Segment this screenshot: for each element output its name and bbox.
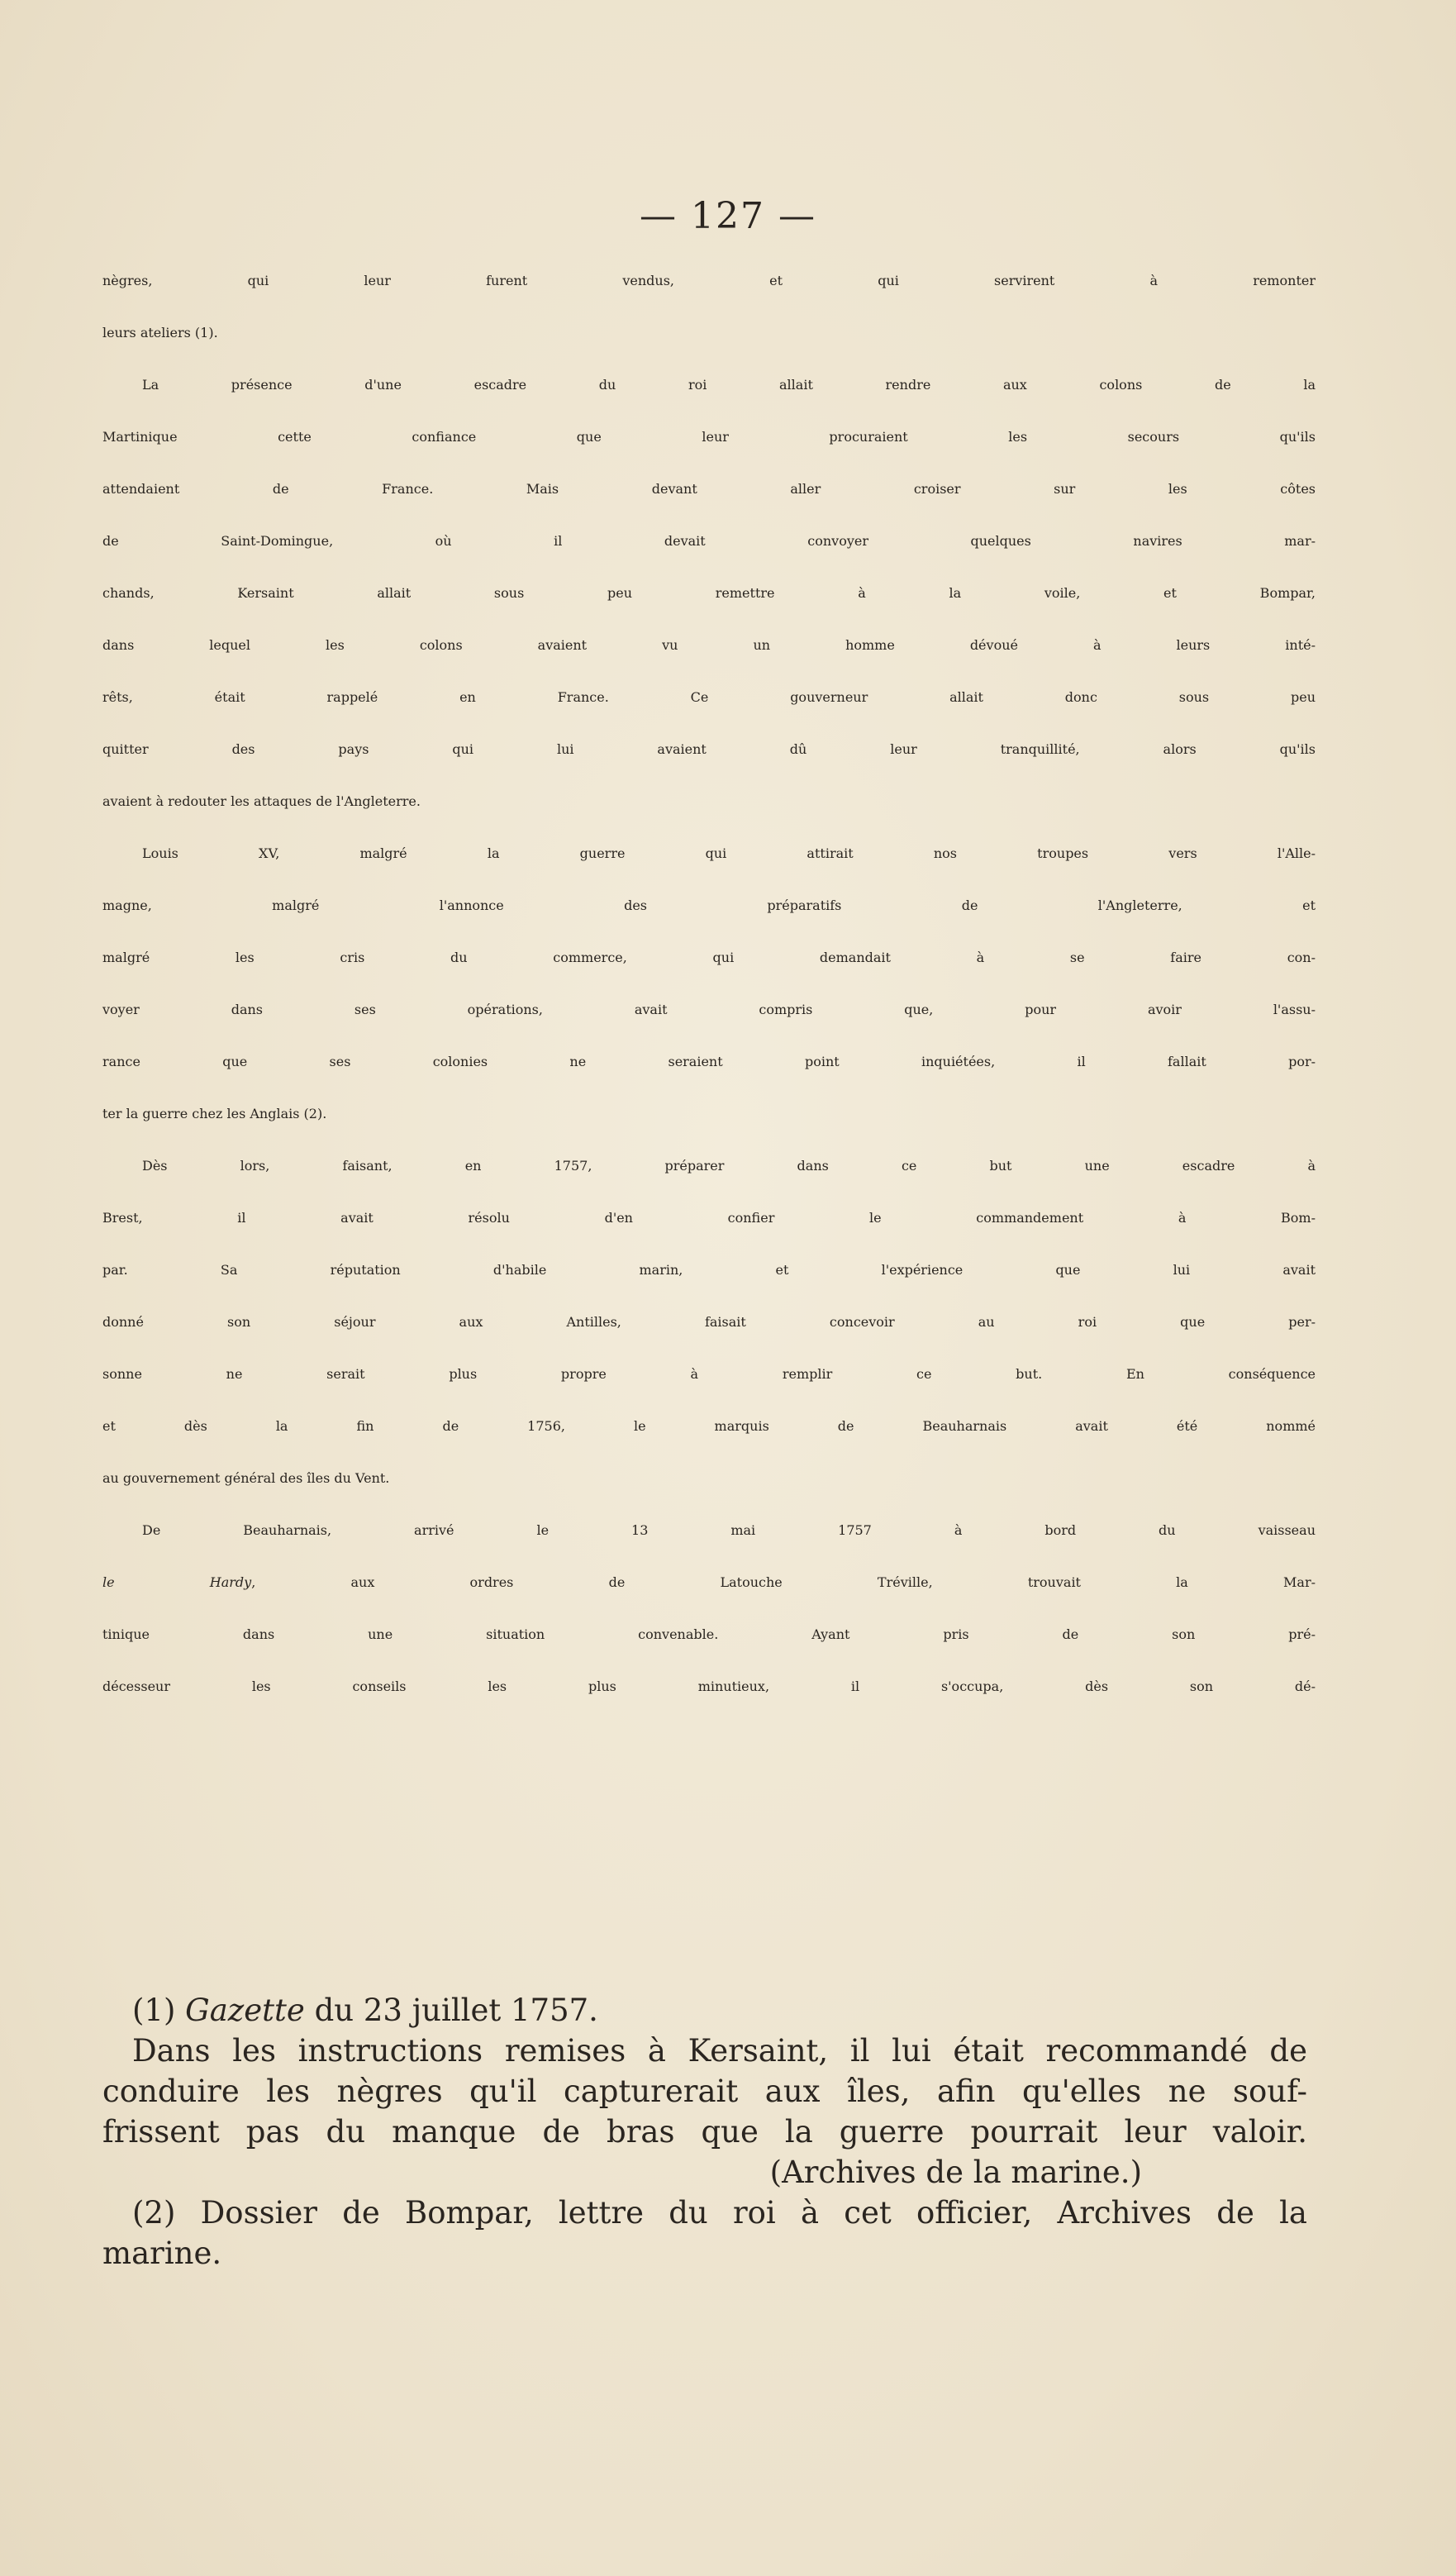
text-line: leurs ateliers (1). bbox=[102, 325, 218, 340]
text-line: décesseur les conseils les plus minutieux, il s'occupa, dès son dé- bbox=[102, 1678, 1316, 1694]
text-line: et dès la fin de 1756, le marquis de Beauharnais avait été nommé bbox=[102, 1418, 1316, 1434]
body-text bbox=[102, 273, 1316, 1731]
footnote-1-heading: (1) Gazette du 23 juillet 1757. bbox=[132, 1993, 598, 2028]
text-line: avaient à redouter les attaques de l'Angleterre. bbox=[102, 793, 421, 809]
text-line: rêts, était rappelé en France. Ce gouverneur allait donc sous peu bbox=[102, 689, 1316, 705]
text-line: sonne ne serait plus propre à remplir ce but. En conséquence bbox=[102, 1366, 1316, 1382]
text-line: Brest, il avait résolu d'en confier le commandement à Bom- bbox=[102, 1210, 1316, 1226]
text-line: dans lequel les colons avaient vu un homme dévoué à leurs inté- bbox=[102, 637, 1316, 653]
text-line: ter la guerre chez les Anglais (2). bbox=[102, 1106, 327, 1121]
text-line: tinique dans une situation convenable. Ayant pris de son pré- bbox=[102, 1626, 1316, 1642]
text-line: quitter des pays qui lui avaient dû leur tranquillité, alors qu'ils bbox=[102, 741, 1316, 757]
footnote-line: conduire les nègres qu'il capturerait aux îles, afin qu'elles ne souf- bbox=[102, 2074, 1307, 2109]
paragraph bbox=[102, 1522, 1316, 1731]
text-line: rance que ses colonies ne seraient point inquiétées, il fallait por- bbox=[102, 1054, 1316, 1069]
text-line: Dès lors, faisant, en 1757, préparer dans ce but une escadre à bbox=[142, 1158, 1316, 1174]
paragraph bbox=[102, 273, 1316, 377]
footnote-line: marine. bbox=[102, 2236, 222, 2271]
footnote-line: frissent pas du manque de bras que la guerre pourrait leur valoir. bbox=[102, 2114, 1307, 2150]
text-line: chands, Kersaint allait sous peu remettre à la voile, et Bompar, bbox=[102, 585, 1316, 601]
paragraph bbox=[102, 377, 1316, 845]
text-line: par. Sa réputation d'habile marin, et l'expérience que lui avait bbox=[102, 1262, 1316, 1278]
text-line: De Beauharnais, arrivé le 13 mai 1757 à bord du vaisseau bbox=[142, 1522, 1316, 1538]
italic-text: le Hardy bbox=[102, 1574, 252, 1590]
paragraph bbox=[102, 1158, 1316, 1522]
text-line: La présence d'une escadre du roi allait rendre aux colons de la bbox=[142, 377, 1316, 393]
text-line: donné son séjour aux Antilles, faisait concevoir au roi que per- bbox=[102, 1314, 1316, 1330]
text-line: magne, malgré l'annonce des préparatifs de l'Angleterre, et bbox=[102, 898, 1316, 913]
footnote-line: Dans les instructions remises à Kersaint, il lui était recommandé de bbox=[132, 2033, 1307, 2069]
text-line: nègres, qui leur furent vendus, et qui servirent à remonter bbox=[102, 273, 1316, 288]
footnote-2: (2) Dossier de Bompar, lettre du roi à cet officier, Archives de la bbox=[132, 2195, 1307, 2231]
page-number: — 127 — bbox=[640, 195, 816, 237]
text-line: au gouvernement général des îles du Vent. bbox=[102, 1470, 390, 1486]
paragraph bbox=[102, 845, 1316, 1158]
text-line: le Hardy, aux ordres de Latouche Tréville, trouvait la Mar- bbox=[102, 1574, 1316, 1590]
text-line: voyer dans ses opérations, avait compris que, pour avoir l'assu- bbox=[102, 1002, 1316, 1017]
footnote-source: (Archives de la marine.) bbox=[769, 2155, 1142, 2190]
text-line: Louis XV, malgré la guerre qui attirait nos troupes vers l'Alle- bbox=[142, 845, 1316, 861]
text-line: Martinique cette confiance que leur procuraient les secours qu'ils bbox=[102, 429, 1316, 445]
text-line: malgré les cris du commerce, qui demandait à se faire con- bbox=[102, 950, 1316, 965]
text-line: attendaient de France. Mais devant aller croiser sur les côtes bbox=[102, 481, 1316, 497]
footnotes bbox=[102, 1990, 1307, 2274]
text-line: de Saint-Domingue, où il devait convoyer quelques navires mar- bbox=[102, 533, 1316, 549]
italic-text: Gazette bbox=[185, 1993, 305, 2028]
